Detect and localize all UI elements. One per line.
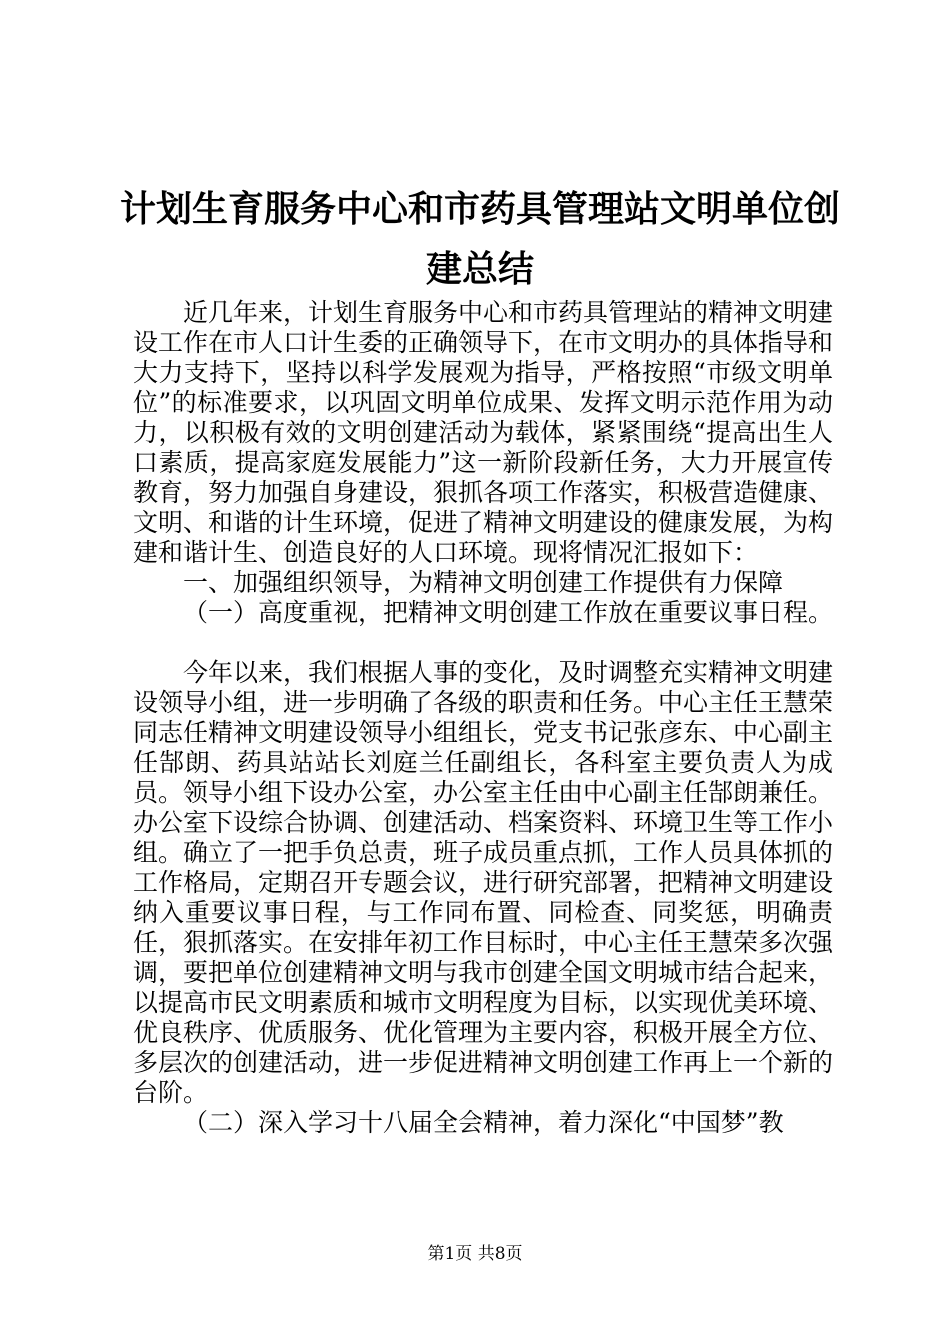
subsection-heading-2: （二）深入学习十八届全会精神，着力深化“中国梦”教 <box>183 1108 784 1137</box>
intro-paragraph: 近几年来，计划生育服务中心和市药具管理站的精神文明建设工作在市人口计生委的正确领导下，在市文明办的具体指导和大力支持下，坚持以科学发展观为指导，严格按照“市级文明单位”的标准要求，以巩固文明单位成果、发挥文明示范作用为动力，以积极有效的文明创建活动为载体，紧紧围绕“提高出生人口素质，提高家庭发展能力”这一新阶段新任务，大力开展宣传教育，努力加强自身建设，狠抓各项工作落实，积极营造健康、文明、和谐的计生环境，促进了精神文明建设的健康发展，为构建和谐计生、创造良好的人口环境。现将情况汇报如下： <box>133 298 834 567</box>
document-title-line-1: 计划生育服务中心和市药具管理站文明单位创 <box>120 189 841 230</box>
body-paragraph: 今年以来，我们根据人事的变化，及时调整充实精神文明建设领导小组，进一步明确了各级的职责和任务。中心主任王慧荣同志任精神文明建设领导小组组长，党支书记张彦东、中心副主任郜朗、药具站站长刘庭兰任副组长，各科室主要负责人为成员。领导小组下设办公室，办公室主任由中心副主任郜朗兼任。办公室下设综合协调、创建活动、档案资料、环境卫生等工作小组。确立了一把手负总责，班子成员重点抓，工作人员具体抓的工作格局，定期召开专题会议，进行研究部署，把精神文明建设纳入重要议事日程，与工作同布置、同检查、同奖惩，明确责任，狠抓落实。在安排年初工作目标时，中心主任王慧荣多次强调，要把单位创建精神文明与我市创建全国文明城市结合起来，以提高市民文明素质和城市文明程度为目标，以实现优美环境、优良秩序、优质服务、优化管理为主要内容，积极开展全方位、多层次的创建活动，进一步促进精神文明创建工作再上一个新的台阶。 <box>133 658 834 1107</box>
page-footer: 第1页 共8页 <box>427 1244 523 1264</box>
document-body <box>133 298 833 1138</box>
blank-line <box>133 628 833 658</box>
section-heading-1: 一、加强组织领导，为精神文明创建工作提供有力保障 <box>183 568 784 597</box>
subsection-heading-1: （一）高度重视，把精神文明创建工作放在重要议事日程。 <box>183 598 834 627</box>
document-title-line-2: 建总结 <box>425 249 534 290</box>
